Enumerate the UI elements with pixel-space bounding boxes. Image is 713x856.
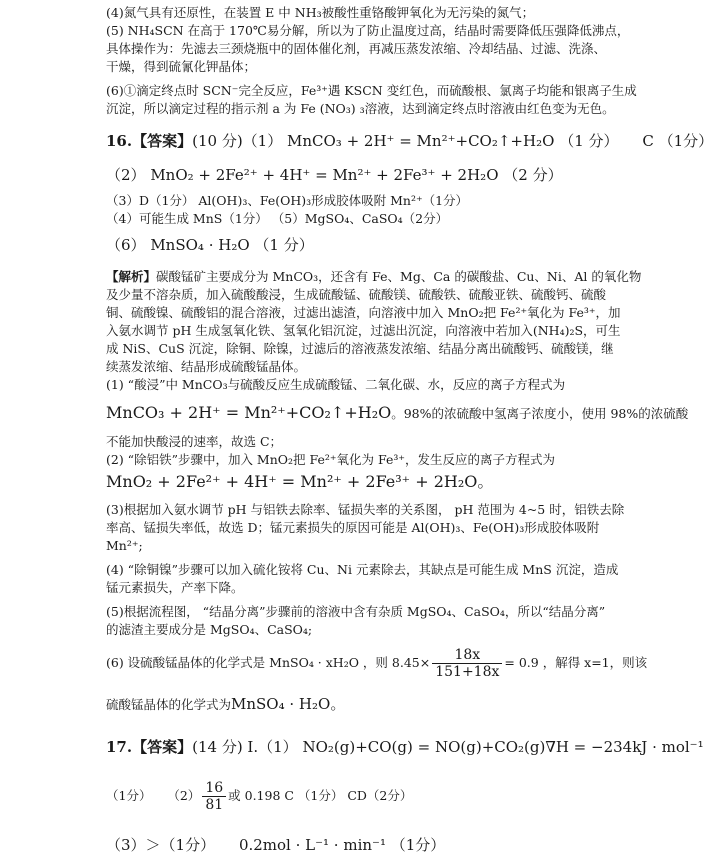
answer-line-6a: (6)①滴定终点时 SCN⁻完全反应，Fe³⁺遇 KSCN 变红色，而硫酸根、氯离子均能和银离子生成: [106, 83, 637, 98]
q16-equation-2-score: （2 分）: [503, 166, 563, 184]
q17-rate: 0.2mol · L⁻¹ · min⁻¹ （1分）: [238, 836, 446, 854]
analysis-step-3b: 率高、锰损失率低，故选 D；锰元素损失的原因可能是 Al(OH)₃、Fe(OH)₃形成胶体吸附: [106, 520, 600, 535]
analysis-step-1-equation: [106, 400, 689, 427]
q16-equation-1-score: （1 分）: [559, 132, 619, 150]
answer-line-5a: (5) NH₄SCN 在高于 170℃易分解，所以为了防止温度过高，结晶时需要降低压强降低沸点，: [106, 23, 630, 38]
step-1-equation: MnCO₃ + 2H⁺ = Mn²⁺+CO₂↑+H₂O: [106, 403, 392, 422]
analysis-step-5b: 的滤渣主要成分是 MgSO₄、CaSO₄;: [106, 622, 313, 637]
q16-choice-c: C （1分）: [642, 132, 713, 150]
q16-answer-row-4: （4）可能生成 MnS（1分） （5）MgSO₄、CaSO₄（2分）: [106, 211, 449, 226]
q16-answer-row-2: [106, 164, 672, 186]
analysis-line-6: 续蒸发浓缩、结晶形成硫酸锰晶体。: [106, 359, 307, 374]
q17-fraction: [202, 780, 226, 813]
q17-part2-label: （2）: [167, 788, 201, 803]
analysis-step-3a: (3)根据加入氨水调节 pH 与铝铁去除率、锰损失率的关系图， pH 范围为 4~5 时，铝铁去除: [106, 502, 625, 517]
q16-part6-formula: MnSO₄ · H₂O: [150, 236, 250, 254]
q16-score: (10 分)（1）: [192, 132, 283, 150]
step-6b-prefix: 硫酸锰晶体的化学式为: [106, 697, 232, 712]
step-6-denominator: 151+18x: [435, 664, 500, 680]
q16-equation-2: MnO₂ + 2Fe²⁺ + 4H⁺ = Mn²⁺ + 2Fe³⁺ + 2H₂O: [150, 166, 499, 184]
q16-equation-1: MnCO₃ + 2H⁺ = Mn²⁺+CO₂↑+H₂O: [287, 132, 555, 150]
q16-part2-label: （2）: [106, 166, 146, 184]
step-6b-formula: MnSO₄ · H₂O: [231, 695, 331, 713]
analysis-step-3c: Mn²⁺;: [106, 538, 143, 553]
q16-answer-row-6: [106, 234, 672, 256]
analysis-step-4b: 锰元素损失，产率下降。: [106, 580, 244, 595]
q17-denominator: 81: [205, 797, 224, 813]
q16-answer-row-1: [106, 130, 713, 152]
q16-part6-score: （1 分）: [254, 236, 314, 254]
q17-answer-row-3: [106, 834, 672, 856]
analysis-step-4a: (4) “除铜镍”步骤可以加入硫化铵将 Cu、Ni 元素除去，其缺点是可能生成 MnS 沉淀，造成: [106, 562, 619, 577]
q17-answer-row-2: [106, 778, 672, 814]
analysis-line-1: [106, 268, 672, 286]
analysis-line-3: 铜、硫酸镍、硫酸铝的混合溶液，过滤出滤渣，向溶液中加入 MnO₂把 Fe²⁺氧化为 Fe³⁺，加: [106, 305, 621, 320]
step-6b-postfix: 。: [330, 695, 346, 713]
q17-row2-rest: 或 0.198 C （1分） CD（2分）: [228, 788, 413, 803]
step-6-postfix: = 0.9 ，解得 x=1，则该: [504, 655, 648, 670]
analysis-step-2-equation: [106, 469, 672, 495]
analysis-step-5a: (5)根据流程图， “结晶分离”步骤前的溶液中含有杂质 MgSO₄、CaSO₄，所以“结晶分离”: [106, 604, 606, 619]
step-6-prefix: (6) 设硫酸锰晶体的化学式是 MnSO₄ · xH₂O ，则 8.45×: [106, 655, 431, 670]
q17-equation: NO₂(g)+CO(g) = NO(g)+CO₂(g)∇H = −234kJ · mol⁻¹: [302, 738, 704, 756]
step-6-fraction: [432, 647, 502, 680]
analysis-line-2: 及少量不溶杂质，加入硫酸酸浸，生成硫酸锰、硫酸镁、硫酸铁、硫酸亚铁、硫酸钙、硫酸: [106, 287, 607, 302]
q16-heading: 16.【答案】: [106, 132, 193, 150]
analysis-step-2: (2) “除铝铁”步骤中，加入 MnO₂把 Fe²⁺氧化为 Fe³⁺，发生反应的离子方程式为: [106, 452, 555, 467]
q17-part3: （3）＞（1分）: [106, 836, 216, 854]
step-2-tail: 。: [477, 472, 494, 491]
analysis-line-4: 入氨水调节 pH 生成氢氧化铁、氢氧化铝沉淀，过滤出沉淀，向溶液中若加入(NH₄)₂S，可生: [106, 323, 621, 338]
q17-heading: 17.【答案】: [106, 738, 193, 756]
answer-line-5c: 干燥，得到硫氰化钾晶体；: [106, 59, 257, 74]
q17-answer-row-1: [106, 736, 704, 758]
step-2-equation: MnO₂ + 2Fe²⁺ + 4H⁺ = Mn²⁺ + 2Fe³⁺ + 2H₂O: [106, 472, 478, 491]
answer-line-6b: 沉淀，所以滴定过程的指示剂 a 为 Fe (NO₃) ₃溶液，达到滴定终点时溶液由红色变为无色。: [106, 101, 615, 116]
answer-line-4: (4)氮气具有还原性，在装置 E 中 NH₃被酸性重铬酸钾氧化为无污染的氮气；: [106, 5, 535, 20]
analysis-line-5: 成 NiS、CuS 沉淀，除铜、除镍，过滤后的溶液蒸发浓缩、结晶分离出硫酸钙、硫酸镁，继: [106, 341, 614, 356]
analysis-step-6-b: [106, 693, 672, 716]
q16-part6-label: （6）: [106, 236, 146, 254]
analysis-step-1-b: 不能加快酸浸的速率，故选 C；: [106, 434, 283, 449]
answer-line-5b: 具体操作为：先滤去三颈烧瓶中的固体催化剂，再减压蒸发浓缩、冷却结晶、过滤、洗涤、: [106, 41, 607, 56]
analysis-step-1: (1) “酸浸”中 MnCO₃与硫酸反应生成硫酸锰、二氧化碳、水，反应的离子方程式为: [106, 377, 566, 392]
q17-numerator: 16: [202, 780, 226, 797]
step-6-numerator: 18x: [432, 647, 502, 664]
analysis-heading: 【解析】: [106, 269, 157, 284]
q17-score: (14 分) Ⅰ.（1）: [192, 738, 298, 756]
analysis-step-6: [106, 645, 672, 681]
step-1-tail: 。98%的浓硫酸中氢离子浓度小，使用 98%的浓硫酸: [391, 406, 689, 421]
q16-answer-row-3: （3）D（1分） Al(OH)₃、Fe(OH)₃形成胶体吸附 Mn²⁺（1分）: [106, 193, 469, 208]
analysis-text-1: 碳酸锰矿主要成分为 MnCO₃，还含有 Fe、Mg、Ca 的碳酸盐、Cu、Ni、Al 的氧化物: [156, 269, 642, 284]
q17-row2-score: （1分）: [106, 788, 152, 803]
